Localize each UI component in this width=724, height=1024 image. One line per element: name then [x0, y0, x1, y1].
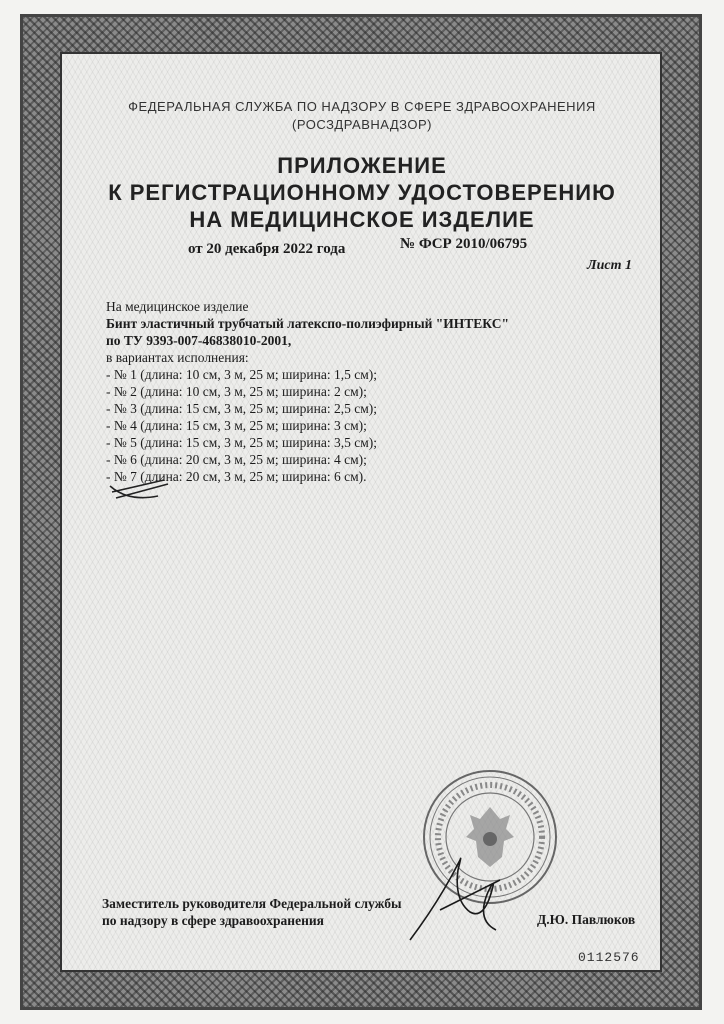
variant-item: - № 6 (длина: 20 см, 3 м, 25 м; ширина: 4 см);	[106, 452, 367, 467]
sheet-number: Лист 1	[587, 258, 632, 273]
variant-item: - № 1 (длина: 10 см, 3 м, 25 м; ширина: 1,5 см);	[106, 367, 378, 382]
issue-date: от 20 декабря 2022 года	[188, 241, 346, 257]
title-line-2: К РЕГИСТРАЦИОННОМУ УДОСТОВЕРЕНИЮ	[108, 180, 616, 205]
product-name: Бинт эластичный трубчатый латекспо-полиэфирный "ИНТЕКС"	[106, 316, 509, 331]
variant-item: - № 5 (длина: 15 см, 3 м, 25 м; ширина: 3,5 см);	[106, 435, 378, 450]
document-body	[106, 298, 509, 485]
variant-item: - № 2 (длина: 10 см, 3 м, 25 м; ширина: 2 см);	[106, 384, 367, 399]
product-spec: по ТУ 9393-007-46838010-2001,	[106, 333, 292, 348]
handwritten-signature-icon	[400, 840, 520, 950]
title-line-1: ПРИЛОЖЕНИЕ	[277, 153, 447, 178]
variants-intro: в вариантах исполнения:	[106, 350, 249, 365]
agency-name: ФЕДЕРАЛЬНАЯ СЛУЖБА ПО НАДЗОРУ В СФЕРЕ ЗДРАВООХРАНЕНИЯ	[128, 99, 596, 114]
variant-item: - № 3 (длина: 15 см, 3 м, 25 м; ширина: 2,5 см);	[106, 401, 378, 416]
title-line-3: НА МЕДИЦИНСКОЕ ИЗДЕЛИЕ	[189, 207, 535, 232]
signatory-name: Д.Ю. Павлюков	[537, 912, 636, 927]
position-line-2: по надзору в сфере здравоохранения	[102, 913, 324, 928]
agency-abbrev: (РОСЗДРАВНАДЗОР)	[292, 117, 432, 132]
variant-item: - № 7 (длина: 20 см, 3 м, 25 м; ширина: 6 см).	[106, 469, 367, 484]
agency-header	[0, 98, 724, 134]
position-line-1: Заместитель руководителя Федеральной службы	[102, 896, 402, 911]
variant-item: - № 4 (длина: 15 см, 3 м, 25 м; ширина: 3 см);	[106, 418, 367, 433]
strikeout-mark-icon	[108, 474, 172, 504]
signatory-position	[102, 895, 402, 929]
registration-number: № ФСР 2010/06795	[400, 236, 528, 252]
document-title	[0, 152, 724, 233]
body-intro: На медицинское изделие	[106, 299, 249, 314]
serial-number: 0112576	[578, 950, 640, 965]
